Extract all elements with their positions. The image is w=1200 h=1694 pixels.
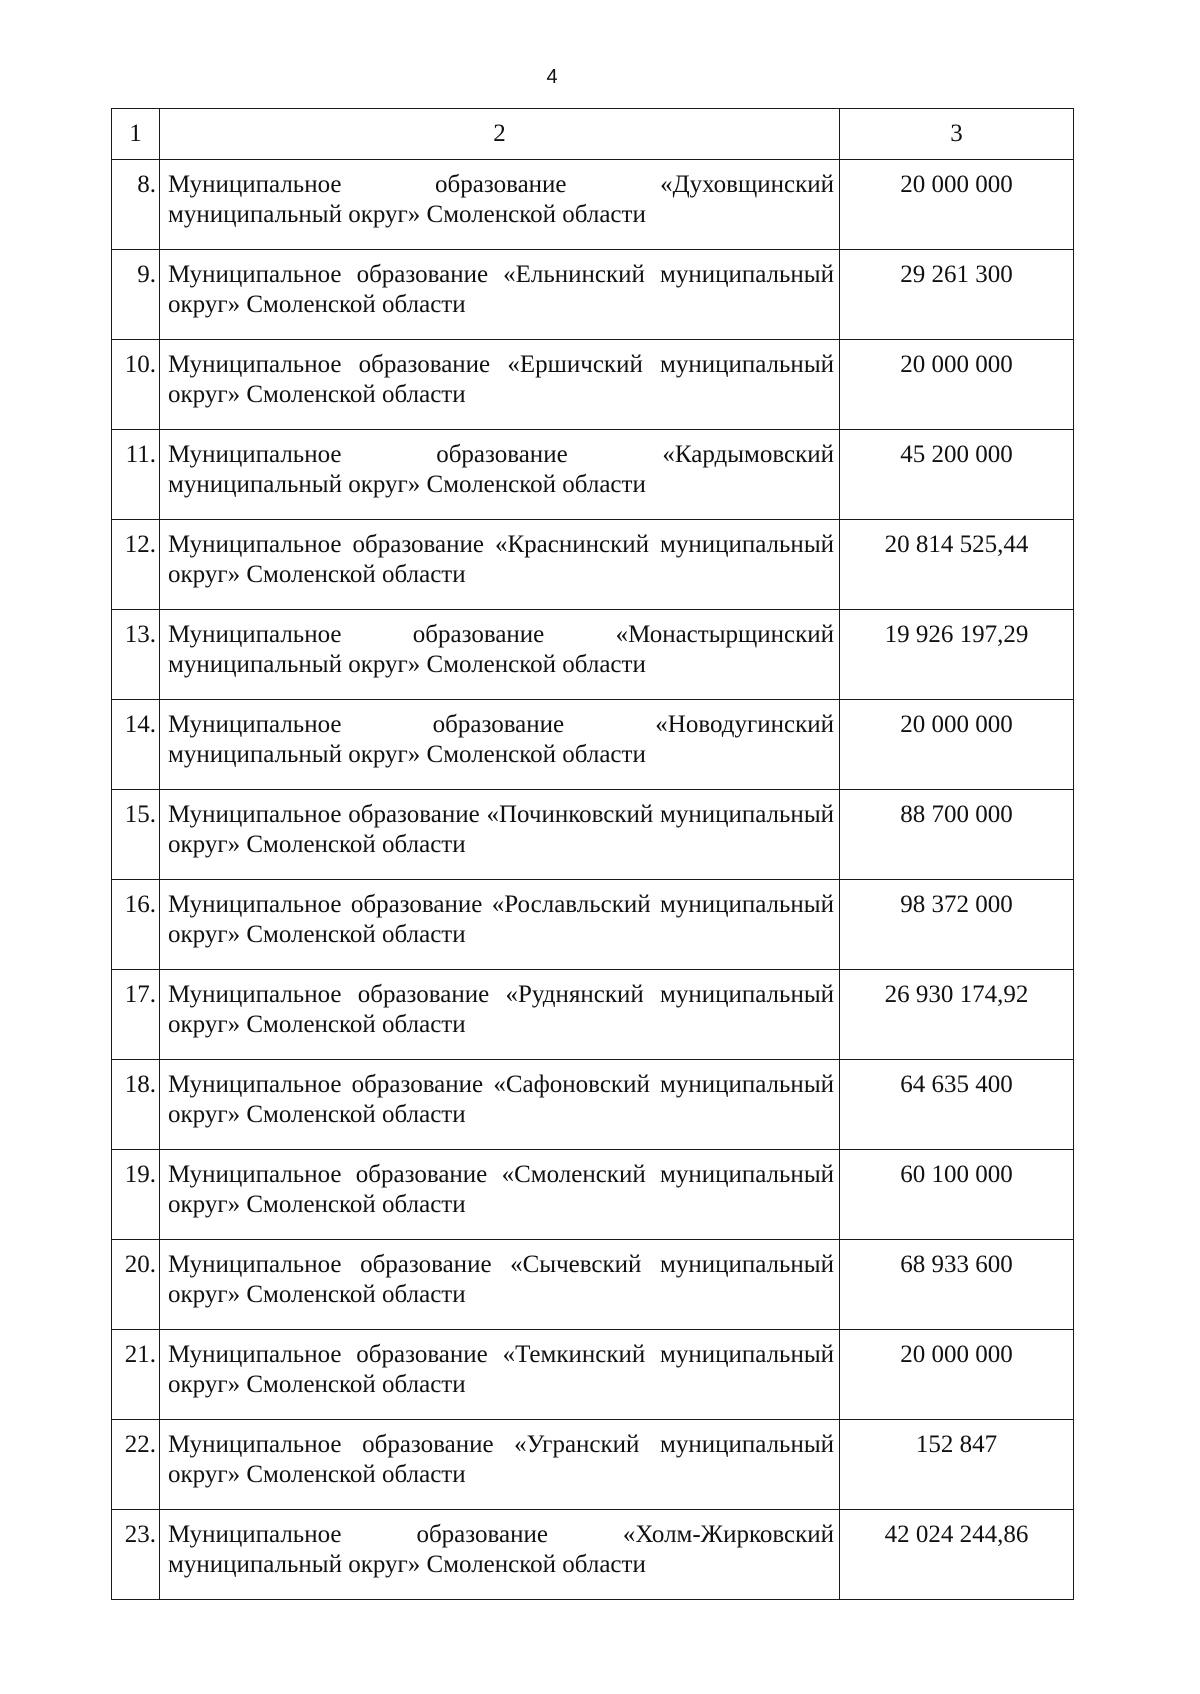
municipality-name: Муниципальное образование «Краснинский муниципальный округ» Смоленской области: [168, 531, 834, 588]
row-name-cell: [160, 250, 840, 340]
table-row: [112, 430, 1074, 520]
row-amount: 29 261 300: [840, 250, 1074, 340]
row-number: 16.: [112, 880, 160, 970]
row-name-cell: [160, 970, 840, 1060]
table-header-row: [112, 109, 1074, 160]
row-name-cell: [160, 430, 840, 520]
table-row: [112, 250, 1074, 340]
page-number: 4: [546, 66, 558, 88]
row-number: 8.: [112, 160, 160, 250]
row-number: 10.: [112, 340, 160, 430]
row-amount: 45 200 000: [840, 430, 1074, 520]
row-name-cell: [160, 340, 840, 430]
row-amount: 88 700 000: [840, 790, 1074, 880]
row-name-cell: [160, 700, 840, 790]
municipality-name: Муниципальное образование «Сычевский муниципальный округ» Смоленской области: [168, 1251, 834, 1308]
row-name-cell: [160, 1420, 840, 1510]
table-row: [112, 970, 1074, 1060]
table-row: [112, 1240, 1074, 1330]
row-number: 20.: [112, 1240, 160, 1330]
header-cell-name: 2: [160, 109, 840, 160]
row-amount: 60 100 000: [840, 1150, 1074, 1240]
row-name-cell: [160, 880, 840, 970]
municipality-name: Муниципальное образование «Ельнинский муниципальный округ» Смоленской области: [168, 261, 834, 318]
row-amount: 64 635 400: [840, 1060, 1074, 1150]
row-name-cell: [160, 1330, 840, 1420]
row-amount: 20 814 525,44: [840, 520, 1074, 610]
row-amount: 20 000 000: [840, 160, 1074, 250]
row-number: 14.: [112, 700, 160, 790]
row-amount: 20 000 000: [840, 1330, 1074, 1420]
table-row: [112, 340, 1074, 430]
row-amount: 42 024 244,86: [840, 1510, 1074, 1600]
row-amount: 19 926 197,29: [840, 610, 1074, 700]
header-cell-amount: 3: [840, 109, 1074, 160]
municipality-name: Муниципальное образование «Монастырщинский муниципальный округ» Смоленской области: [168, 621, 834, 678]
municipality-name: Муниципальное образование «Рославльский муниципальный округ» Смоленской области: [168, 891, 834, 948]
row-number: 21.: [112, 1330, 160, 1420]
row-number: 19.: [112, 1150, 160, 1240]
row-number: 13.: [112, 610, 160, 700]
row-number: 22.: [112, 1420, 160, 1510]
municipality-name: Муниципальное образование «Новодугинский муниципальный округ» Смоленской области: [168, 711, 834, 768]
row-name-cell: [160, 160, 840, 250]
row-number: 23.: [112, 1510, 160, 1600]
municipality-name: Муниципальное образование «Починковский муниципальный округ» Смоленской области: [168, 801, 834, 858]
row-amount: 68 933 600: [840, 1240, 1074, 1330]
municipality-name: Муниципальное образование «Руднянский муниципальный округ» Смоленской области: [168, 981, 834, 1038]
row-number: 15.: [112, 790, 160, 880]
table-row: [112, 1420, 1074, 1510]
row-name-cell: [160, 1240, 840, 1330]
table-row: [112, 1330, 1074, 1420]
municipality-name: Муниципальное образование «Кардымовский муниципальный округ» Смоленской области: [168, 441, 834, 498]
table-row: [112, 790, 1074, 880]
municipality-name: Муниципальное образование «Угранский муниципальный округ» Смоленской области: [168, 1431, 834, 1488]
row-name-cell: [160, 1150, 840, 1240]
row-amount: 98 372 000: [840, 880, 1074, 970]
table-row: [112, 610, 1074, 700]
municipality-name: Муниципальное образование «Сафоновский муниципальный округ» Смоленской области: [168, 1071, 834, 1128]
row-number: 11.: [112, 430, 160, 520]
table-row: [112, 520, 1074, 610]
municipality-name: Муниципальное образование «Духовщинский муниципальный округ» Смоленской области: [168, 171, 834, 228]
table-row: [112, 160, 1074, 250]
row-name-cell: [160, 790, 840, 880]
municipality-name: Муниципальное образование «Темкинский муниципальный округ» Смоленской области: [168, 1341, 834, 1398]
row-number: 18.: [112, 1060, 160, 1150]
row-number: 12.: [112, 520, 160, 610]
table-body: [112, 109, 1074, 1600]
table-row: [112, 1510, 1074, 1600]
row-name-cell: [160, 1510, 840, 1600]
row-amount: 20 000 000: [840, 700, 1074, 790]
table-row: [112, 1060, 1074, 1150]
header-cell-number: 1: [112, 109, 160, 160]
table-row: [112, 880, 1074, 970]
row-name-cell: [160, 1060, 840, 1150]
table-row: [112, 1150, 1074, 1240]
row-amount: 26 930 174,92: [840, 970, 1074, 1060]
allocation-table: [111, 108, 1074, 1600]
municipality-name: Муниципальное образование «Смоленский муниципальный округ» Смоленской области: [168, 1161, 834, 1218]
municipality-name: Муниципальное образование «Холм-Жирковский муниципальный округ» Смоленской области: [168, 1521, 834, 1578]
row-amount: 152 847: [840, 1420, 1074, 1510]
table-row: [112, 700, 1074, 790]
row-name-cell: [160, 520, 840, 610]
row-number: 9.: [112, 250, 160, 340]
row-name-cell: [160, 610, 840, 700]
municipality-name: Муниципальное образование «Ершичский муниципальный округ» Смоленской области: [168, 351, 834, 408]
row-amount: 20 000 000: [840, 340, 1074, 430]
row-number: 17.: [112, 970, 160, 1060]
